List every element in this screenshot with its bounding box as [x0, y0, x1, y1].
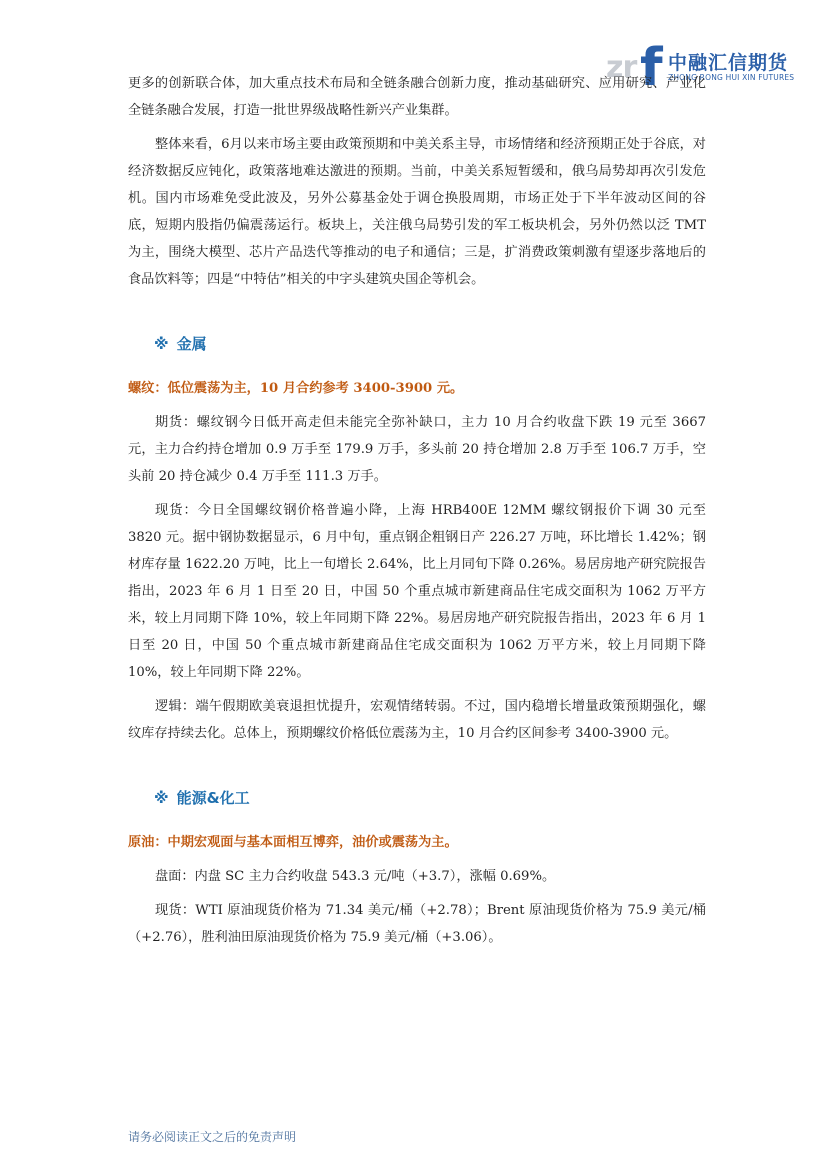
reference-mark-icon: ※ — [154, 335, 169, 353]
section-heading-metals — [128, 331, 706, 358]
document-body — [128, 70, 706, 958]
crude-heading: 原油：中期宏观面与基本面相互博弈，油价或震荡为主。 — [128, 835, 458, 850]
section-heading-energy — [128, 785, 706, 812]
crude-spot-paragraph: 现货：WTI 原油现货价格为 71.34 美元/桶（+2.78）；Brent 原油现货价格为 75.9 美元/桶（+2.76），胜利油田原油现货价格为 75.9 美元/桶（+3.06）。 — [128, 903, 706, 945]
logo-mark-zr: zr — [606, 50, 637, 85]
rebar-heading: 螺纹：低位震荡为主，10 月合约参考 3400-3900 元。 — [128, 381, 464, 396]
logo-mark-f: f — [640, 38, 663, 98]
rebar-spot-paragraph: 现货：今日全国螺纹钢价格普遍小降，上海 HRB400E 12MM 螺纹钢报价下调 30 元至 3820 元。据中钢协数据显示，6 月中旬，重点钢企粗钢日产 226.27 万吨，环比增长 1.42%；钢材库存量 1622.20 万吨，比上一旬增长 2.64%，比上月同旬下降 0.26%。易居房地产研究院报告指出，2023 年 6 月 1 日至 20 日，中国 50 个重点城市新建商品住宅成交面积为 1062 万平方米，较上月同期下降 10%，较上年同期下降 22%。易居房地产研究院报告指出，2023 年 6 月 1 日至 20 日，中国 50 个重点城市新建商品住宅成交面积为 1062 万平方米，较上月同期下降 10%，较上年同期下降 22%。 — [128, 503, 706, 680]
rebar-futures-paragraph: 期货：螺纹钢今日低开高走但未能完全弥补缺口，主力 10 月合约收盘下跌 19 元至 3667 元，主力合约持仓增加 0.9 万手至 179.9 万手，多头前 20 持仓增加 2.8 万手至 106.7 万手，空头前 20 持仓减少 0.4 万手至 111.3 万手。 — [128, 415, 706, 484]
crude-board-paragraph: 盘面：内盘 SC 主力合约收盘 543.3 元/吨（+3.7），涨幅 0.69%。 — [155, 869, 556, 884]
rebar-logic-paragraph: 逻辑：端午假期欧美衰退担忧提升，宏观情绪转弱。不过，国内稳增长增量政策预期强化，螺纹库存持续去化。总体上，预期螺纹价格低位震荡为主，10 月合约区间参考 3400-3900 元。 — [128, 699, 706, 741]
intro-paragraph-2: 整体来看，6月以来市场主要由政策预期和中美关系主导，市场情绪和经济预期正处于谷底，对经济数据反应钝化，政策落地难达激进的预期。当前，中美关系短暂缓和，俄乌局势却再次引发危机。国内市场难免受此波及，另外公募基金处于调仓换股周期，市场正处于下半年波动区间的谷底，短期内股指仍偏震荡运行。板块上，关注俄乌局势引发的军工板块机会，另外仍然以泛 TMT 为主，围绕大模型、芯片产品迭代等推动的电子和通信；三是，扩消费政策刺激有望逐步落地后的食品饮料等；四是“中特估”相关的中字头建筑央国企等机会。 — [128, 137, 706, 287]
section-title-metals: 金属 — [176, 335, 207, 353]
reference-mark-icon: ※ — [154, 789, 169, 807]
logo-name-cn: 中融汇信期货 — [668, 52, 789, 74]
footer-disclaimer: 请务必阅读正文之后的免责声明 — [128, 1130, 297, 1144]
section-title-energy: 能源&化工 — [176, 789, 250, 807]
logo-name-en: ZHONG RONG HUI XIN FUTURES — [668, 73, 795, 82]
intro-paragraph-1: 更多的创新联合体，加大重点技术布局和全链条融合创新力度，推动基础研究、应用研究、产业化全链条融合发展，打造一批世界级战略性新兴产业集群。 — [128, 76, 706, 118]
